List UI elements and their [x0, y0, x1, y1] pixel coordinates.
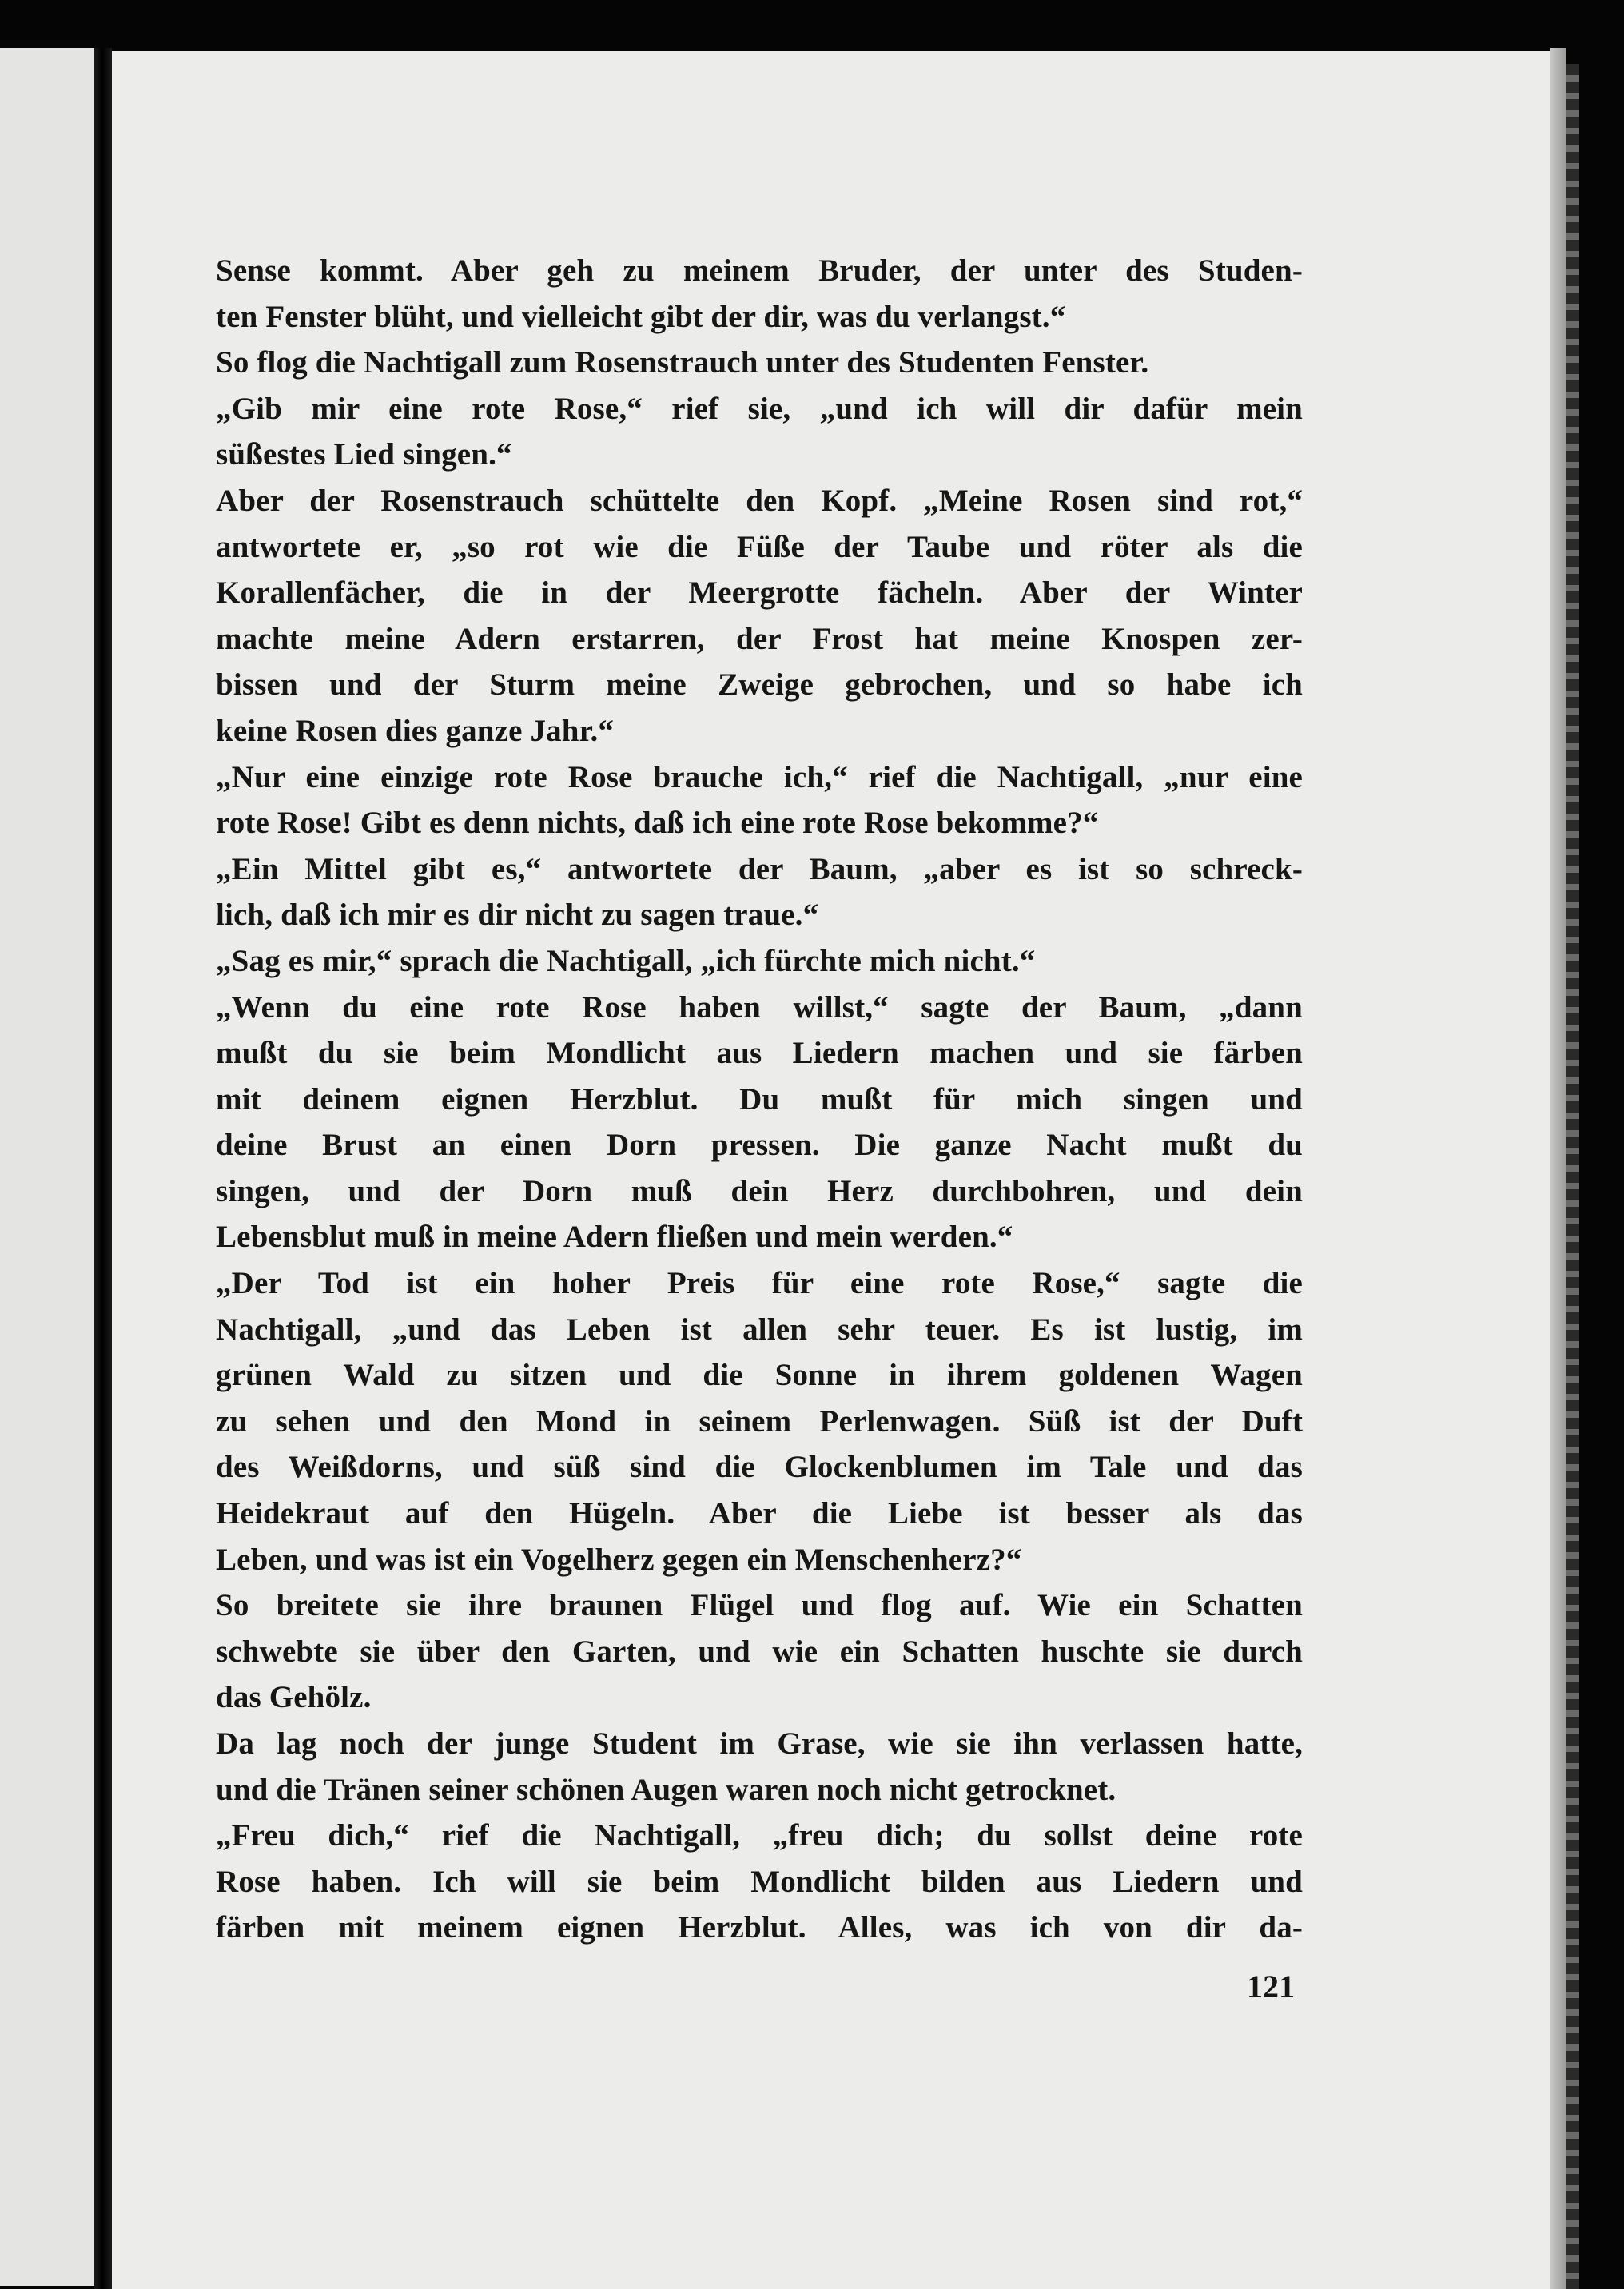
- text-line: Da lag noch der junge Student im Grase, wie sie ihn verlassen hatte,: [216, 1726, 1303, 1761]
- text-line: Korallenfächer, die in der Meergrotte fächeln. Aber der Winter: [216, 575, 1303, 611]
- page-number: 121: [1247, 1969, 1295, 2004]
- text-line: „Nur eine einzige rote Rose brauche ich,“ rief die Nachtigall, „nur eine: [216, 759, 1303, 794]
- text-line: mußt du sie beim Mondlicht aus Liedern machen und sie färben: [216, 1036, 1303, 1071]
- text-line: das Gehölz.: [216, 1680, 372, 1715]
- text-line: Nachtigall, „und das Leben ist allen sehr teuer. Es ist lustig, im: [216, 1312, 1303, 1347]
- page-body-text: [216, 248, 1303, 1951]
- text-line: So breitete sie ihre braunen Flügel und flog auf. Wie ein Schatten: [216, 1588, 1303, 1623]
- text-line: „Ein Mittel gibt es,“ antwortete der Baum, „aber es ist so schreck-: [216, 851, 1303, 886]
- text-line: Heidekraut auf den Hügeln. Aber die Liebe ist besser als das: [216, 1496, 1303, 1531]
- text-line: machte meine Adern erstarren, der Frost hat meine Knospen zer-: [216, 621, 1303, 656]
- text-line: „Sag es mir,“ sprach die Nachtigall, „ich fürchte mich nicht.“: [216, 943, 1036, 978]
- book-gutter: [94, 48, 112, 2289]
- text-line: „Wenn du eine rote Rose haben willst,“ sagte der Baum, „dann: [216, 989, 1303, 1025]
- text-line: lich, daß ich mir es dir nicht zu sagen traue.“: [216, 898, 819, 933]
- text-line: antwortete er, „so rot wie die Füße der Taube und röter als die: [216, 529, 1303, 564]
- previous-page-edge: [0, 48, 94, 2286]
- text-line: und die Tränen seiner schönen Augen waren noch nicht getrocknet.: [216, 1772, 1116, 1807]
- text-line: Aber der Rosenstrauch schüttelte den Kopf. „Meine Rosen sind rot,“: [216, 483, 1303, 518]
- text-line: grünen Wald zu sitzen und die Sonne in ihrem goldenen Wagen: [216, 1358, 1303, 1393]
- text-line: rote Rose! Gibt es denn nichts, daß ich eine rote Rose bekomme?“: [216, 806, 1099, 841]
- text-line: „Freu dich,“ rief die Nachtigall, „freu dich; du sollst deine rote: [216, 1818, 1303, 1853]
- text-line: bissen und der Sturm meine Zweige gebrochen, und so habe ich: [216, 667, 1303, 703]
- text-line: Rose haben. Ich will sie beim Mondlicht bilden aus Liedern und: [216, 1864, 1303, 1899]
- text-line: deine Brust an einen Dorn pressen. Die ganze Nacht mußt du: [216, 1128, 1303, 1163]
- text-line: So flog die Nachtigall zum Rosenstrauch unter des Studenten Fenster.: [216, 345, 1149, 380]
- text-line: keine Rosen dies ganze Jahr.“: [216, 713, 615, 748]
- text-line: schwebte sie über den Garten, und wie ein Schatten huschte sie durch: [216, 1634, 1303, 1669]
- text-line: mit deinem eignen Herzblut. Du mußt für mich singen und: [216, 1081, 1303, 1117]
- text-line: süßestes Lied singen.“: [216, 437, 512, 472]
- page-stack-edge: [1566, 64, 1579, 2289]
- text-line: färben mit meinem eignen Herzblut. Alles, was ich von dir da-: [216, 1910, 1303, 1945]
- text-line: Leben, und was ist ein Vogelherz gegen ein Menschenherz?“: [216, 1542, 1022, 1577]
- page-fore-edge: [1550, 48, 1566, 2289]
- text-line: ten Fenster blüht, und vielleicht gibt der dir, was du verlangst.“: [216, 299, 1066, 334]
- text-line: des Weißdorns, und süß sind die Glockenblumen im Tale und das: [216, 1450, 1303, 1485]
- text-line: Sense kommt. Aber geh zu meinem Bruder, der unter des Studen-: [216, 253, 1303, 288]
- text-line: „Der Tod ist ein hoher Preis für eine rote Rose,“ sagte die: [216, 1266, 1303, 1301]
- text-line: zu sehen und den Mond in seinem Perlenwagen. Süß ist der Duft: [216, 1403, 1303, 1439]
- text-line: singen, und der Dorn muß dein Herz durchbohren, und dein: [216, 1173, 1303, 1208]
- text-line: Lebensblut muß in meine Adern fließen und mein werden.“: [216, 1220, 1013, 1255]
- text-line: „Gib mir eine rote Rose,“ rief sie, „und ich will dir dafür mein: [216, 391, 1303, 426]
